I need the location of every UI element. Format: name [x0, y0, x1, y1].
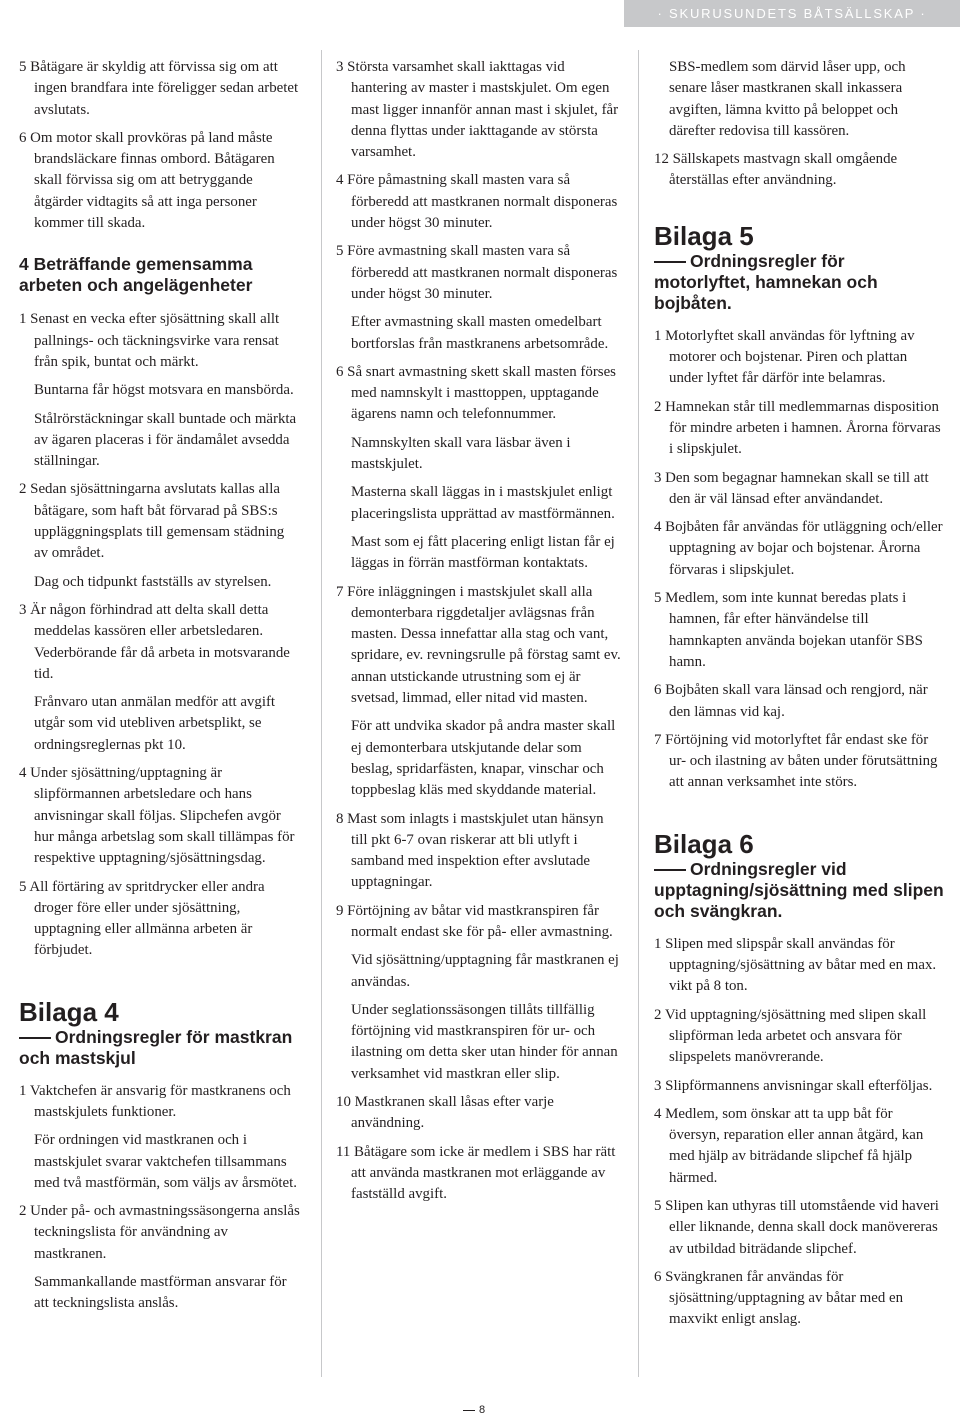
- rule-item: 5 All förtäring av spritdrycker eller andra droger före eller under sjösättning, upptagning eller allmänna arbeten är förbjudet.: [19, 878, 265, 959]
- column-left: [19, 57, 301, 1379]
- rule-item: 2 Vid upptagning/sjösättning med slipen skall slipförman leda arbetet och ansvara för slipspelets manövrerande.: [654, 1006, 927, 1066]
- rule-item: 1 Senast en vecka efter sjösättning skall allt pallnings- och täckningsvirke vara rensat från spik, buntat och märkt.: [19, 311, 280, 370]
- rule-paragraph: För att undvika skador på andra master skall ej demonterbara utskjutande delar som beslag, spridarfästen, knapar, vinschar och toppbeslag kläs med skyddande material.: [351, 718, 616, 799]
- appendix-subtitle: Ordningsregler vid upptagning/sjösättning med slipen och svängkran.: [654, 858, 944, 921]
- rule-item: 4 Bojbåten får användas för utläggning och/eller upptagning av bojar och bojstenar. Årorna förvaras i slipskjulet.: [654, 519, 943, 578]
- rule-item: 4 Under sjösättning/upptagning är slipförmannen arbetsledare och hans anvisningar skall följas. Slipchefen avgör hur många arbetslag som skall tillämpas för respektive upptagning/sjösättningsdag.: [19, 765, 295, 867]
- rule-item: 7 Förtöjning vid motorlyftet får endast ske för ur- och ilastning av båten under förutsättning att annan verksamhet inte störs.: [654, 731, 938, 791]
- rule-item: 6 Om motor skall provköras på land måste brandsläckare finnas ombord. Båtägaren skall förvissa sig om att betryggande åtgärder vidtagits så att inga personer kommer till skada.: [19, 129, 275, 232]
- appendix-subtitle: Ordningsregler för mastkran och mastskjul: [19, 1026, 293, 1068]
- column-divider: [321, 50, 322, 1377]
- rule-item: 3 Slipförmannens anvisningar skall efterföljas.: [654, 1077, 933, 1094]
- rule-item: 5 Före avmastning skall masten vara så förberedd att mastkranen normalt disponeras under högst 30 minuter.: [336, 243, 618, 302]
- rule-item: 9 Förtöjning av båtar vid mastkranspiren får normalt endast ske för på- eller avmastning.: [336, 902, 613, 940]
- appendix-title: Bilaga 6: [654, 828, 754, 859]
- rule-paragraph: SBS-medlem som därvid låser upp, och senare låser mastkranen skall inkassera avgiften, lämna kvitto på beloppet och därefter redovisa till kassören.: [669, 59, 906, 139]
- rule-item: 3 Den som begagnar hamnekan skall se till att den är väl länsad efter användandet.: [654, 469, 929, 507]
- rule-item: 5 Båtägare är skyldig att förvissa sig om att ingen brandfara inte föreligger sedan arbetet avslutats.: [19, 59, 299, 118]
- rule-item: 4 Före påmastning skall masten vara så förberedd att mastkranen normalt disponeras under högst 30 minuter.: [336, 172, 618, 232]
- rule-paragraph: Vid sjösättning/upptagning får mastkranen ej användas.: [351, 952, 619, 990]
- page-number: 8: [479, 1404, 486, 1416]
- rule-paragraph: För ordningen vid mastkranen och i mastskjulet svarar vaktchefen tillsammans med två mastförmän, som väljs av årsmötet.: [34, 1132, 298, 1191]
- column-middle: [336, 57, 621, 1379]
- rule-item: 6 Så snart avmastning skett skall masten förses med namnskylt i masttoppen, upptagande ägarens namn och telefonnummer.: [336, 363, 616, 423]
- appendix-subtitle: Ordningsregler för motorlyftet, hamnekan och bojbåten.: [654, 250, 878, 313]
- appendix-title: Bilaga 5: [654, 220, 754, 251]
- appendix-title: Bilaga 4: [19, 996, 119, 1027]
- rule-item: 4 Medlem, som önskar att ta upp båt för översyn, reparation eller annan åtgärd, kan med hjälp av biträdande slipchef få hjälp härmed.: [654, 1105, 924, 1186]
- title-dash: [654, 869, 686, 871]
- rule-item: 10 Mastkranen skall låsas efter varje användning.: [336, 1094, 554, 1132]
- rule-paragraph: Sammankallande mastförman ansvarar för att teckningslista anslås.: [34, 1274, 287, 1312]
- rule-item: 5 Slipen kan uthyras till utomstående vid haveri eller liknande, denna skall dock manövereras av utbildad biträdande slipchef.: [654, 1197, 939, 1257]
- rule-item: 11 Båtägare som icke är medlem i SBS har rätt att använda mastkranen mot erläggande av fastställd avgift.: [336, 1143, 616, 1203]
- title-dash: [19, 1037, 51, 1039]
- rule-paragraph: Namnskylten skall vara läsbar även i mastskjulet.: [351, 434, 571, 473]
- rule-item: 6 Svängkranen får användas för sjösättning/upptagning av båtar med en maxvikt enligt anslag.: [654, 1268, 904, 1328]
- header-title: · SKURUSUNDETS BÅTSÄLLSKAP ·: [657, 6, 927, 21]
- rule-item: 3 Är någon förhindrad att delta skall detta meddelas kassören eller arbetsledaren. Vederbörande får då arbeta in motsvarande tid.: [19, 601, 290, 682]
- rule-item: 2 Under på- och avmastningssäsongerna anslås teckningslista för användning av mastkranen.: [19, 1203, 300, 1262]
- rule-paragraph: Stålrörstäckningar skall buntade och märkta av ägaren placeras i för ändamålet avsedda ställningar.: [34, 410, 297, 470]
- page-footer: [463, 1404, 511, 1416]
- rule-item: 8 Mast som inlagts i mastskjulet utan hänsyn till pkt 6-7 ovan riskerar att bli utlyft i samband med inspektion efter avslutade upptagningar.: [336, 810, 604, 891]
- title-dash: [654, 261, 686, 263]
- running-header: [624, 0, 960, 27]
- rule-item: 3 Största varsamhet skall iakttagas vid hantering av master i mastskjulet. Om egen mast ligger innanför annan mast i skjulet, får denna flyttas under iakttagande av största varsamhet.: [336, 59, 619, 161]
- rule-paragraph: Masterna skall läggas in i mastskjulet enligt placeringslista upprättad av mastförmännen.: [351, 484, 615, 522]
- rule-item: 7 Före inläggningen i mastskjulet skall alla demonterbara riggdetaljer avlägsnas från masten. Dessa innefattar alla stag och vant, spridare, ev. revningsrulle på förstag samt ev. annan utstickande utrustning som ej är svetsad, limmad, eller nitad vid masten.: [336, 583, 621, 707]
- rule-paragraph: Under seglationssäsongen tillåts tillfällig förtöjning vid mastkranspiren för ur- och ilastning om detta sker utan hinder för annan verksamhet vid mastkran eller slip.: [351, 1001, 618, 1082]
- rule-paragraph: Frånvaro utan anmälan medför att avgift utgår som vid utebliven arbetsplikt, se ordningsreglernas pkt 10.: [34, 694, 276, 753]
- rule-item: 1 Vaktchefen är ansvarig för mastkranens och mastskjulets funktioner.: [19, 1082, 291, 1120]
- rule-item: 2 Sedan sjösättningarna avslutats kallas alla båtägare, som haft båt förvarad på SBS:s uppläggningsplats till gemensam städning av området.: [19, 481, 285, 562]
- rule-item: 2 Hamnekan står till medlemmarnas disposition för mindre arbeten i hamnen. Årorna förvaras i slipskjulet.: [654, 398, 941, 458]
- rule-item: 12 Sällskapets mastvagn skall omgående återställas efter användning.: [654, 151, 898, 189]
- rule-paragraph: Dag och tidpunkt fastställs av styrelsen.: [34, 573, 272, 590]
- footer-rule: [463, 1410, 475, 1411]
- rule-paragraph: Buntarna får högst motsvara en mansbörda.: [34, 382, 294, 399]
- section-heading: 4 Beträffande gemensamma arbeten och angelägenheter: [19, 254, 253, 296]
- rule-item: 1 Motorlyftet skall användas för lyftning av motorer och bojstenar. Piren och plattan under lyftet får därför inte belamras.: [654, 327, 915, 387]
- column-divider: [638, 50, 639, 1377]
- rule-item: 5 Medlem, som inte kunnat beredas plats i hamnen, får efter hänvändelse till hamnkapten använda bojekan utanför SBS hamn.: [654, 590, 923, 670]
- rule-item: 1 Slipen med slipspår skall användas för upptagning/sjösättning av båtar med en max. vikt på 8 ton.: [654, 935, 937, 995]
- column-right: [654, 57, 944, 1379]
- rule-paragraph: Efter avmastning skall masten omedelbart bortforslas från mastkranens arbetsområde.: [351, 314, 609, 352]
- rule-item: 6 Bojbåten skall vara länsad och rengjord, när den lämnas vid kaj.: [654, 682, 928, 720]
- rule-paragraph: Mast som ej fått placering enligt listan får ej läggas in förrän mastförman kontaktats.: [351, 533, 615, 572]
